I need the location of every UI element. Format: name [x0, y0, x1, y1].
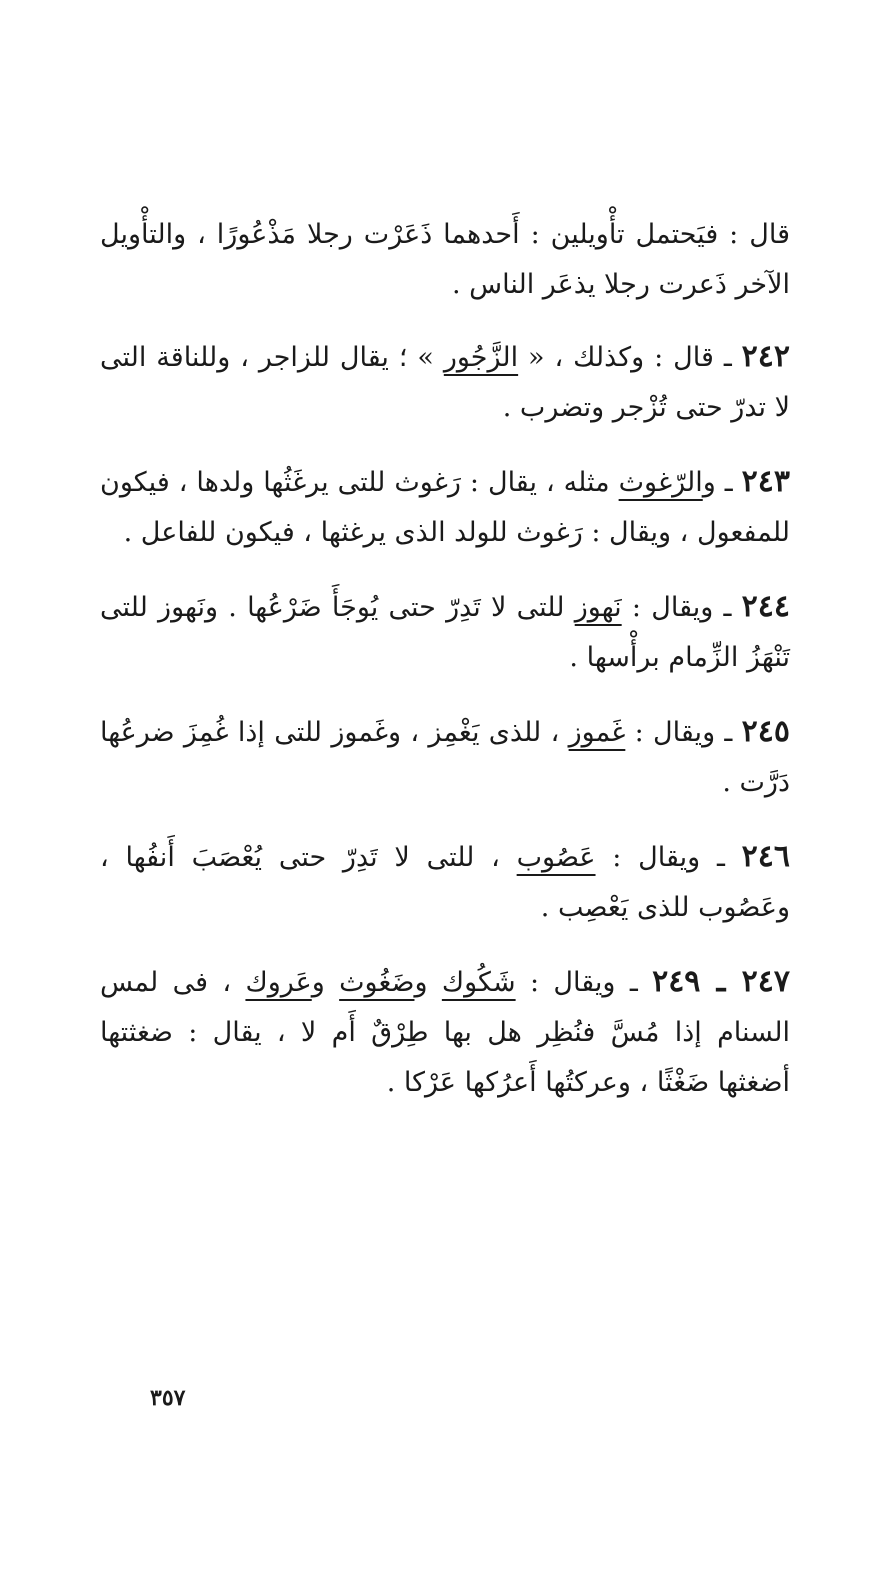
text-run: ، للتى لا تَدِرّ حتى يُعْصَبَ أَنفُها ، وعَصُوب للذى يَعْصِب . — [100, 842, 790, 923]
text-run: ويقال : — [595, 842, 701, 873]
text-run: » ؛ يقال للزاجر ، وللناقة التى لا تدرّ حتى تُزْجر وتضرب . — [100, 342, 790, 423]
entry-dash: ـ — [713, 592, 742, 623]
text-run: و — [414, 967, 442, 998]
paragraph-p242 — [100, 332, 790, 433]
text-run: ويقال : — [625, 717, 716, 748]
text-run: قال : وكذلك ، « — [518, 342, 714, 373]
headword: نَهوز — [574, 592, 622, 623]
headword: ضَغُوث — [339, 967, 415, 998]
text-run: مثله ، يقال : رَغوث للتى يرغَثُها ولدها ، فيكون للمفعول ، ويقال : رَغوث للولد الذى يرغثها ، فيكون للفاعل . — [100, 467, 790, 548]
text-run: ويقال : — [621, 592, 714, 623]
text-run: و — [702, 467, 716, 498]
headword: عَصُوب — [516, 842, 596, 873]
paragraph-p243 — [100, 457, 790, 558]
text-run: ويقال : — [515, 967, 616, 998]
entry-dash: ـ — [615, 967, 653, 998]
paragraph-p245 — [100, 707, 790, 808]
headword: شَكُوك — [441, 967, 516, 998]
page-number: ٣٥٧ — [150, 1385, 186, 1411]
entry-dash: ـ — [700, 842, 742, 873]
paragraph-p246 — [100, 832, 790, 933]
entry-dash: ـ — [715, 467, 742, 498]
headword: عَروك — [245, 967, 312, 998]
text-run: قال : فيَحتمل تأْويلين : أَحدهما ذَعَرْت رجلا مَذْعُورًا ، والتأْويل الآخر ذَعرت رجلا يذعَر الناس . — [100, 219, 790, 300]
headword: الرّغوث — [618, 467, 703, 498]
text-run: ، فى لمس السنام إذا مُسَّ فنُظِر هل بها طِرْقٌ أَم لا ، يقال : ضغثتها أضغثها ضَغْثًا ، وعركتُها أَعرُكها عَرْكا . — [100, 967, 790, 1098]
entry-number: ٢٤٦ — [741, 839, 790, 874]
entry-dash: ـ — [715, 717, 742, 748]
entry-number: ٢٤٣ — [741, 464, 790, 499]
text-run: و — [311, 967, 340, 998]
paragraph-intro — [100, 210, 790, 310]
text-run: ، للذى يَغْمِز ، وغَموز للتى إذا غُمِزَ ضرعُها دَرَّت . — [100, 717, 790, 798]
entry-number: ٢٤٧ ـ ٢٤٩ — [652, 964, 790, 999]
paragraph-p244 — [100, 582, 790, 683]
text-run: للتى لا تَدِرّ حتى يُوجَأَ ضَرْعُها . ونَهوز للتى تَنْهَزُ الزِّمام برأْسها . — [100, 592, 790, 673]
entry-number: ٢٤٤ — [741, 589, 790, 624]
entry-number: ٢٤٥ — [741, 714, 790, 749]
entry-dash: ـ — [713, 342, 742, 373]
body-text — [100, 210, 790, 1132]
entry-number: ٢٤٢ — [741, 339, 790, 374]
headword: الزَّجُور — [443, 342, 519, 373]
headword: غَموز — [568, 717, 626, 748]
paragraph-p247 — [100, 957, 790, 1108]
